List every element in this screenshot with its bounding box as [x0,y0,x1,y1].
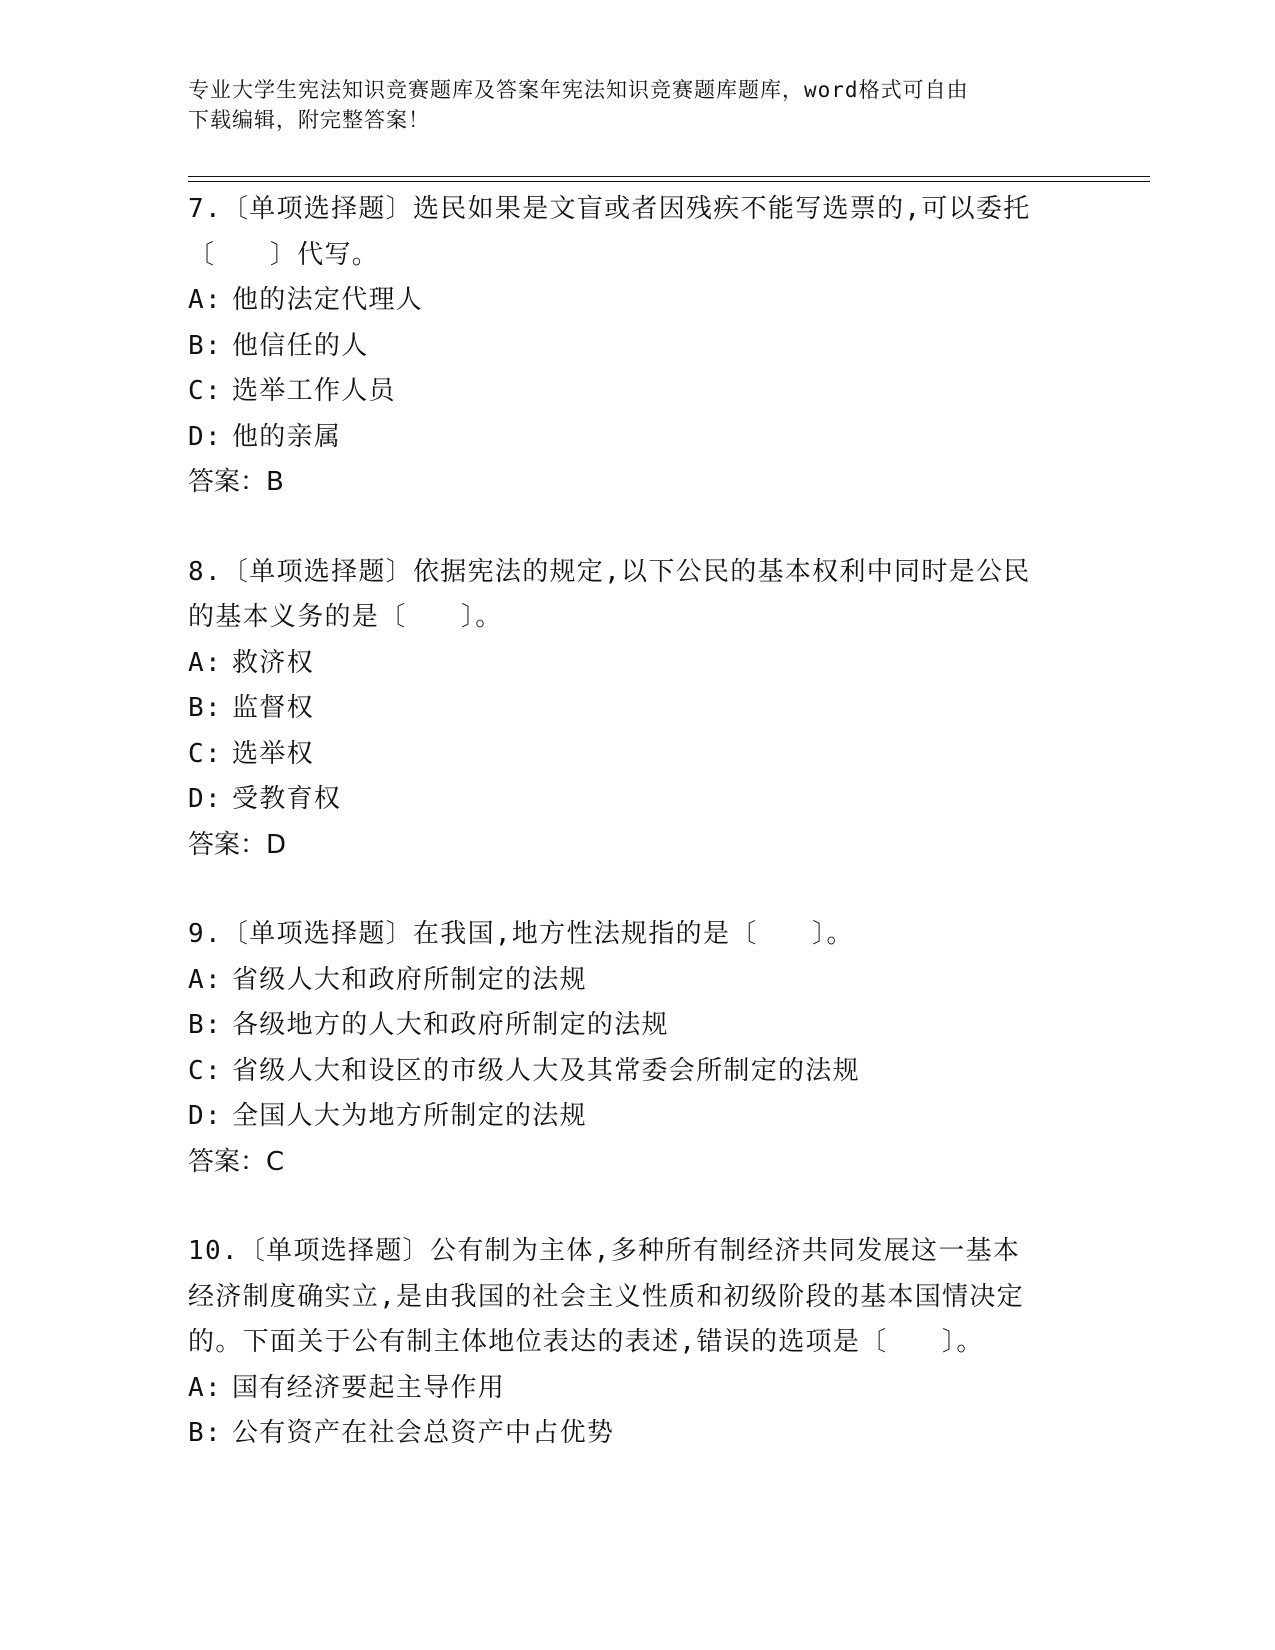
option-text: 监督权 [232,693,314,723]
answer-key: 答案：C [188,1146,285,1177]
option-letter: D: [188,421,222,452]
option-text: 选举工作人员 [232,376,396,406]
option-letter: A: [188,285,222,315]
option-text: 省级人大和政府所制定的法规 [232,964,587,995]
question-item [188,550,1088,869]
header-divider-bottom [188,181,1150,182]
question-stem-line: 的。下面关于公有制主体地位表达的表述,错误的选项是〔 〕。 [188,1327,984,1357]
answer-option [188,278,1088,324]
answer-option [188,1366,1088,1412]
answer-option [188,1411,1088,1457]
answer-option [188,415,1088,461]
answer-option [188,1003,1088,1049]
document-header [188,75,1068,135]
option-letter: D: [188,784,222,814]
option-text: 救济权 [232,647,314,678]
answer-option [188,1049,1088,1095]
option-text: 省级人大和设区的市级人大及其常委会所制定的法规 [232,1055,860,1086]
answer-option [188,958,1088,1004]
option-letter: A: [188,647,222,678]
option-text: 受教育权 [232,784,342,814]
answer-option [188,777,1088,823]
option-letter: B: [188,1418,222,1448]
question-item [188,1229,1088,1457]
option-letter: B: [188,330,222,361]
option-letter: C: [188,738,222,769]
answer-option [188,1094,1088,1140]
option-text: 他信任的人 [232,330,369,361]
option-text: 全国人大为地方所制定的法规 [232,1101,587,1131]
question-stem-line: 10.〔单项选择题〕公有制为主体,多种所有制经济共同发展这一基本 [188,1236,1021,1266]
question-stem-line: 〔 〕代写。 [188,239,380,270]
answer-key: 答案：D [188,829,287,860]
option-text: 他的亲属 [232,421,342,452]
question-stem-line: 经济制度确实立,是由我国的社会主义性质和初级阶段的基本国情决定 [188,1281,1024,1312]
question-stem-line: 9.〔单项选择题〕在我国,地方性法规指的是〔 〕。 [188,919,854,949]
option-letter: B: [188,1010,222,1040]
option-text: 他的法定代理人 [232,285,424,315]
option-text: 各级地方的人大和政府所制定的法规 [232,1010,669,1040]
option-letter: C: [188,376,222,406]
option-text: 公有资产在社会总资产中占优势 [232,1418,615,1448]
header-divider-top [188,176,1150,177]
option-text: 国有经济要起主导作用 [232,1372,506,1403]
option-letter: B: [188,693,222,723]
answer-key: 答案：B [188,467,284,497]
option-letter: A: [188,964,222,995]
question-stem-line: 8.〔单项选择题〕依据宪法的规定,以下公民的基本权利中同时是公民 [188,556,1031,587]
option-text: 选举权 [232,738,314,769]
question-item [188,912,1088,1185]
header-line-2: 下载编辑，附完整答案！ [188,108,430,132]
option-letter: C: [188,1055,222,1086]
answer-option [188,732,1088,778]
header-line-1: 专业大学生宪法知识竞赛题库及答案年宪法知识竞赛题库题库，word格式可自由 [188,78,969,102]
question-item [188,187,1088,506]
answer-option [188,641,1088,687]
option-letter: D: [188,1101,222,1131]
answer-option [188,686,1088,732]
question-stem-line: 的基本义务的是〔 〕。 [188,602,503,632]
question-list [188,187,1088,1501]
question-stem-line: 7.〔单项选择题〕选民如果是文盲或者因残疾不能写选票的,可以委托 [188,194,1031,224]
option-letter: A: [188,1372,222,1403]
answer-option [188,369,1088,415]
answer-option [188,324,1088,370]
